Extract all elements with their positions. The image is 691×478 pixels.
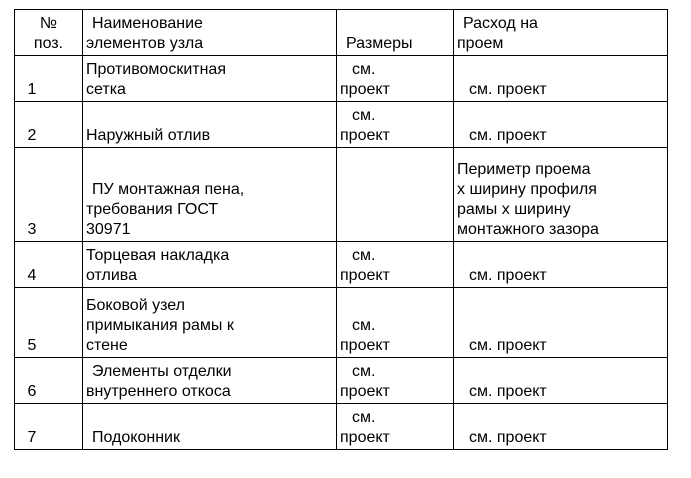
row-size-line: проект [340,127,390,144]
row-usage-cell [454,404,668,450]
row-name-line: ПУ монтажная пена, [92,181,245,198]
row-usage-cell [454,358,668,404]
row-position-cell [15,56,83,102]
row-position-cell [15,102,83,148]
row-usage-line: монтажного зазора [457,221,599,238]
table-row [15,288,668,358]
row-usage-line: см. проект [469,429,547,446]
row-size-line: см. [352,61,376,78]
row-name-cell [83,358,337,404]
header-name-cell [83,10,337,56]
row-size-line: см. [352,107,376,124]
row-name-line: Наружный отлив [86,127,211,144]
row-usage-line: см. проект [469,127,547,144]
row-position: 2 [27,127,37,144]
row-usage-cell [454,242,668,288]
row-size-line: проект [340,81,390,98]
row-name-line: Элементы отделки [92,363,232,380]
row-size-line: см. [352,317,376,334]
row-position-cell [15,242,83,288]
row-usage-cell [454,288,668,358]
row-position: 7 [27,429,37,446]
row-usage-cell [454,102,668,148]
row-size-cell [337,358,454,404]
row-size-line: см. [352,409,376,426]
row-name-line: 30971 [86,221,131,238]
row-name-cell [83,148,337,242]
row-name-line: Торцевая накладка [86,247,230,264]
row-size-line: см. [352,363,376,380]
header-position-cell [15,10,83,56]
header-number-sign: № [39,15,58,32]
header-size-cell [337,10,454,56]
row-usage-line: х ширину профиля [457,181,597,198]
table-header-row [15,10,668,56]
row-name-cell [83,102,337,148]
row-usage-cell [454,148,668,242]
row-name-line: отлива [86,267,138,284]
row-position-cell [15,288,83,358]
header-name-line2: элементов узла [86,35,204,52]
row-usage-line: рамы х ширину [457,201,571,218]
row-position: 3 [27,221,37,238]
row-position-cell [15,358,83,404]
header-size-label: Размеры [346,35,413,52]
row-size-line: проект [340,383,390,400]
row-name-line: Подоконник [92,429,180,446]
row-position: 6 [27,383,37,400]
table-row [15,242,668,288]
row-name-line: сетка [86,81,126,98]
header-usage-line2: проем [457,35,504,52]
row-position: 1 [27,81,37,98]
row-name-line: примыкания рамы к [86,317,234,334]
row-name-cell [83,404,337,450]
row-position-cell [15,404,83,450]
row-position: 4 [27,267,37,284]
row-usage-cell [454,56,668,102]
row-size-line: проект [340,267,390,284]
row-name-cell [83,242,337,288]
row-usage-line: см. проект [469,337,547,354]
row-size-cell [337,102,454,148]
table-row [15,404,668,450]
row-size-line: см. [352,247,376,264]
row-size-line: проект [340,337,390,354]
table-row [15,358,668,404]
row-name-line: стене [86,337,128,354]
header-usage-line1: Расход на [463,15,538,32]
row-size-line: проект [340,429,390,446]
row-size-cell [337,288,454,358]
header-usage-cell [454,10,668,56]
row-name-cell [83,56,337,102]
header-position-label: поз. [33,35,64,52]
row-name-line: внутреннего откоса [86,383,231,400]
row-size-cell [337,148,454,242]
table-row [15,56,668,102]
row-usage-line: см. проект [469,81,547,98]
table-row [15,148,668,242]
table-row [15,102,668,148]
row-name-cell [83,288,337,358]
row-size-cell [337,404,454,450]
row-usage-line: см. проект [469,267,547,284]
specification-table [14,9,668,450]
row-usage-line: Периметр проема [457,161,591,178]
row-size-cell [337,242,454,288]
row-usage-line: см. проект [469,383,547,400]
row-position: 5 [27,337,37,354]
row-size-cell [337,56,454,102]
row-position-cell [15,148,83,242]
row-name-line: требования ГОСТ [86,201,219,218]
row-name-line: Противомоскитная [86,61,226,78]
row-name-line: Боковой узел [86,297,185,314]
header-name-line1: Наименование [92,15,203,32]
